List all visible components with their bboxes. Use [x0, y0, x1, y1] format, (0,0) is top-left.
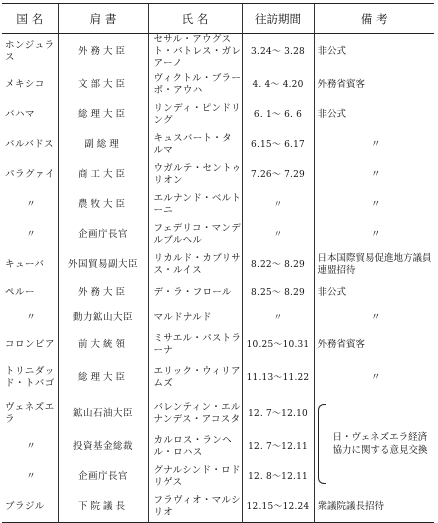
cell-name: セサル・アウグスト・バトレス・ガレアーノ: [148, 34, 242, 71]
cell-country: 〃: [26, 471, 37, 482]
cell-period: 12. 7〜12.10: [242, 396, 314, 432]
cell-title: 文部大臣: [58, 70, 148, 100]
cell-title: 投資基金総裁: [58, 432, 148, 462]
cell-period: 12. 8〜12.11: [242, 462, 314, 492]
cell-note: 外務省賓客: [314, 330, 434, 360]
cell-period: 6. 1〜 6. 6: [242, 100, 314, 130]
header-name: 氏 名: [148, 4, 242, 34]
cell-period: 11.13〜11.22: [242, 360, 314, 396]
cell-title: 総理大臣: [58, 360, 148, 396]
cell-title: 外務大臣: [58, 34, 148, 71]
cell-country: バハマ: [5, 109, 36, 120]
cell-title: 前大統領: [58, 330, 148, 360]
cell-note: 非公式: [314, 34, 434, 71]
cell-name: フラヴィオ・マルシリオ: [148, 492, 242, 522]
table-row: [2, 130, 434, 160]
cell-title: 企画庁長官: [58, 462, 148, 492]
cell-note: 日本国際貿易促進地方議員連盟招待: [314, 250, 434, 280]
cell-name: ミサエル・パストラーナ: [148, 330, 242, 360]
cell-name: マルドナルド: [148, 305, 242, 330]
cell-period: 7.26〜 7.29: [242, 160, 314, 190]
cell-note: 〃: [314, 360, 434, 396]
table-row: [2, 100, 434, 130]
cell-period: 〃: [242, 190, 314, 220]
cell-period: 10.25〜10.31: [242, 330, 314, 360]
cell-country: キューバ: [5, 259, 45, 270]
table-row: [2, 492, 434, 522]
cell-note: 非公式: [314, 100, 434, 130]
cell-country: メキシコ: [5, 79, 45, 90]
header-row: [2, 4, 434, 34]
cell-name: デ・ラ・フロール: [148, 280, 242, 305]
cell-country: バルバドス: [5, 139, 55, 150]
cell-title: 商工大臣: [58, 160, 148, 190]
cell-note: 〃: [314, 190, 434, 220]
cell-title: 鉱山石油大臣: [58, 396, 148, 432]
cell-country: ブラジル: [5, 500, 45, 512]
cell-country: ホンジュラス: [5, 40, 55, 63]
table-row: [2, 280, 434, 305]
cell-period: 3.24〜 3.28: [242, 34, 314, 71]
cell-country: トリニダッド・トバゴ: [5, 366, 55, 389]
cell-name: バレンティン・エルナンデス・アコスタ: [148, 396, 242, 432]
cell-name: グナルシンド・ロドリゲス: [148, 462, 242, 492]
table-row: [2, 360, 434, 396]
cell-country: ペルー: [5, 286, 36, 298]
cell-country: 〃: [26, 229, 37, 240]
cell-note: 〃: [314, 130, 434, 160]
cell-name: エルナンド・ベルトーニ: [148, 190, 242, 220]
cell-country: コロンビア: [5, 339, 56, 350]
cell-name: リカルド・カブリサス・ルイス: [148, 250, 242, 280]
cell-name: リンディ・ピンドリング: [148, 100, 242, 130]
cell-note: 衆議院議長招待: [314, 492, 434, 522]
table-row: [2, 220, 434, 250]
header-note: 備 考: [314, 4, 434, 34]
cell-name: ヴィクトル・ブラーボ・アウハ: [148, 70, 242, 100]
cell-name: キュスバート・タルマ: [148, 130, 242, 160]
cell-country: 〃: [26, 441, 37, 452]
cell-period: 〃: [242, 220, 314, 250]
cell-name: カルロス・ランヘル・ロハス: [148, 432, 242, 462]
header-country: 国 名: [2, 4, 58, 34]
cell-country: ヴェネズエラ: [5, 402, 55, 425]
brace-mark: [318, 404, 326, 484]
cell-title: 動力鉱山大臣: [58, 305, 148, 330]
cell-title: 外国貿易副大臣: [58, 250, 148, 280]
cell-title: 下院議長: [58, 492, 148, 522]
cell-name: ウガルテ・セントゥリオン: [148, 160, 242, 190]
cell-note: 〃: [314, 220, 434, 250]
table-row: [2, 396, 434, 432]
cell-period: 6.15〜 6.17: [242, 130, 314, 160]
cell-period: 8.25〜 8.29: [242, 280, 314, 305]
cell-name: フェデリコ・マンデルブルヘル: [148, 220, 242, 250]
cell-title: 副総理: [58, 130, 148, 160]
cell-period: 8.22〜 8.29: [242, 250, 314, 280]
header-period: 往訪期間: [242, 4, 314, 34]
table-row: [2, 190, 434, 220]
cell-name: エリック・ウィリアムズ: [148, 360, 242, 396]
table-row: [2, 330, 434, 360]
cell-country: 〃: [26, 311, 37, 323]
cell-country: パラグァイ: [5, 169, 56, 180]
cell-title: 総理大臣: [58, 100, 148, 130]
visits-table: [2, 3, 434, 523]
table-row: [2, 250, 434, 280]
cell-period: 〃: [242, 305, 314, 330]
cell-note: 〃: [314, 305, 434, 330]
table-row: [2, 70, 434, 100]
cell-title: 農牧大臣: [58, 190, 148, 220]
cell-note: 非公式: [314, 280, 434, 305]
cell-period: 4. 4〜 4.20: [242, 70, 314, 100]
cell-country: 〃: [26, 199, 37, 210]
table-row: [2, 34, 434, 71]
cell-period: 12.15〜12.24: [242, 492, 314, 522]
table-row: [2, 160, 434, 190]
cell-note: 〃: [314, 160, 434, 190]
group-note: 日・ヴェネズエラ経済協力に関する意見交換: [332, 432, 428, 456]
header-title: 肩 書: [58, 4, 148, 34]
cell-period: 12. 7〜12.11: [242, 432, 314, 462]
table-row: [2, 305, 434, 330]
cell-title: 企画庁長官: [58, 220, 148, 250]
group-note-cell: [314, 396, 434, 492]
cell-title: 外務大臣: [58, 280, 148, 305]
cell-note: 外務省賓客: [314, 70, 434, 100]
